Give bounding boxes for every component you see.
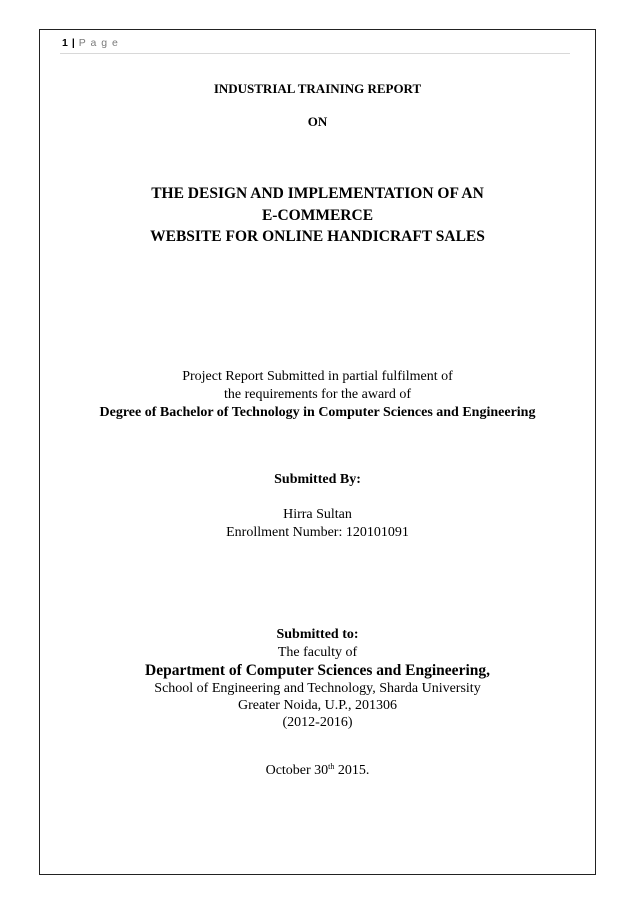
date-prefix: October 30 [265,763,329,778]
department-line: Department of Computer Sciences and Engineering, [145,662,490,679]
submitted-to-heading: Submitted to: [276,627,359,642]
faculty-line: The faculty of [277,645,358,660]
date-suffix: 2015. [334,763,370,778]
enrollment-number: Enrollment Number: 120101091 [226,525,409,540]
page-header [62,37,119,49]
submission-line-1: Project Report Submitted in partial fulfilment of [182,369,453,384]
submitted-by-heading: Submitted By: [274,472,361,487]
student-name: Hirra Sultan [283,507,352,522]
school-line: School of Engineering and Technology, Sharda University [154,681,481,696]
session-line: (2012-2016) [282,715,353,730]
header-rule [60,53,570,54]
page-number: 1 [62,37,69,49]
report-type-line: INDUSTRIAL TRAINING REPORT [213,81,422,96]
report-on-line: ON [307,114,328,129]
date-superscript: th [328,762,335,771]
report-title-line-2: E-COMMERCE [261,207,374,224]
submission-line-2: the requirements for the award of [224,387,411,402]
degree-line: Degree of Bachelor of Technology in Computer Sciences and Engineering [99,405,536,420]
address-line: Greater Noida, U.P., 201306 [237,698,398,713]
header-separator: | [71,37,76,49]
report-title-line-1: THE DESIGN AND IMPLEMENTATION OF AN [151,185,484,202]
report-title-line-3: WEBSITE FOR ONLINE HANDICRAFT SALES [150,228,485,245]
page-label: P a g e [78,37,119,49]
report-date [39,763,596,778]
page-border [39,29,596,875]
